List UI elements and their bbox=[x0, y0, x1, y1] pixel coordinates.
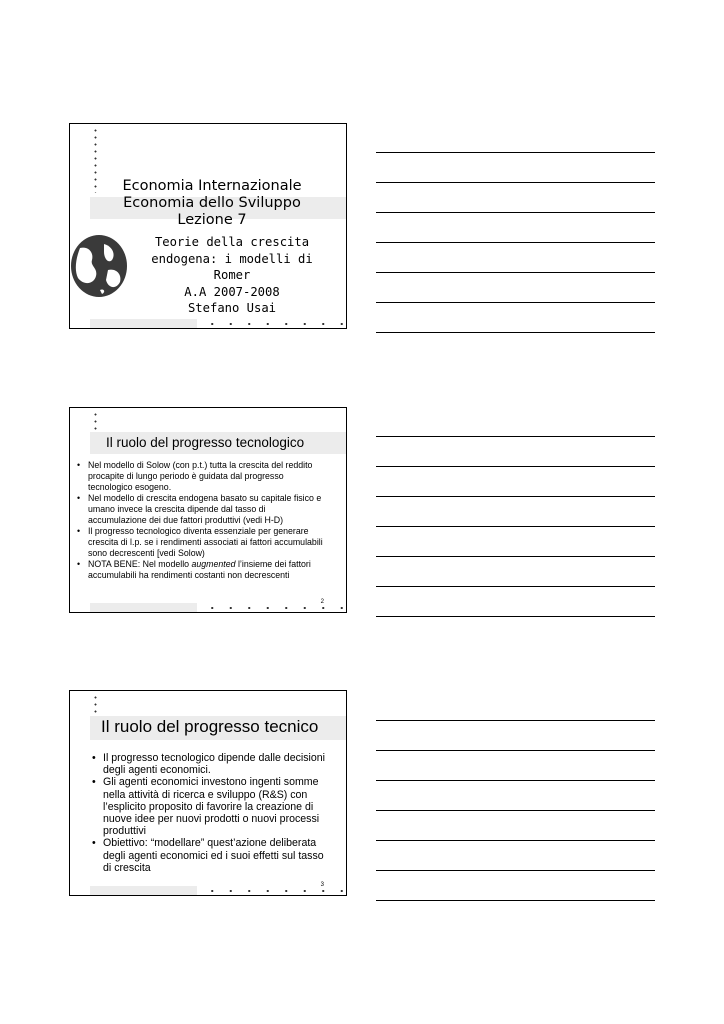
vertical-dots-decoration bbox=[94, 127, 97, 193]
note-line bbox=[376, 436, 655, 437]
note-line bbox=[376, 750, 655, 751]
list-item: • Nel modello di crescita endogena basato su capitale fisico e umano invece la crescita dipende dal tasso di accumulazione dei due fattori produttivi (vedi H-D) bbox=[75, 493, 325, 526]
list-item: • Il progresso tecnologico diventa essenziale per generare crescita di l.p. se i rendimenti associati ai fattori accumulabili sono decrescenti [vedi Solow) bbox=[75, 526, 325, 559]
note-line bbox=[376, 302, 655, 303]
note-line bbox=[376, 586, 655, 587]
note-line bbox=[376, 870, 655, 871]
subtitle-line-4: Stefano Usai bbox=[187, 301, 277, 315]
list-item: • Nel modello di Solow (con p.t.) tutta la crescita del reddito procapite di lungo periodo è guidata dal progresso tecnologico esogeno. bbox=[75, 460, 325, 493]
slide-2-bullets bbox=[75, 460, 325, 581]
list-item: • Obiettivo: “modellare” quest’azione deliberata degli agenti economici ed i suoi effetti sul tasso di crescita bbox=[90, 837, 330, 874]
note-line bbox=[376, 496, 655, 497]
horizontal-dots-decoration bbox=[203, 322, 347, 326]
globe-icon bbox=[70, 234, 128, 298]
note-line bbox=[376, 556, 655, 557]
horizontal-dots-decoration bbox=[203, 889, 347, 893]
nota-text-italic: augmented bbox=[191, 559, 236, 569]
subtitle-line-2: endogena: i modelli di Romer bbox=[151, 251, 313, 282]
slide-3-title: Il ruolo del progresso tecnico bbox=[101, 717, 319, 736]
slide-3-bullets bbox=[90, 752, 330, 874]
title-line-3: Lezione 7 bbox=[177, 212, 247, 228]
slide-2 bbox=[69, 407, 347, 613]
note-line bbox=[376, 616, 655, 617]
page-number: 2 bbox=[320, 599, 324, 605]
note-line bbox=[376, 332, 655, 333]
bottom-band bbox=[90, 886, 197, 895]
list-item: • Il progresso tecnologico dipende dalle decisioni degli agenti economici. bbox=[90, 752, 330, 776]
list-item bbox=[75, 559, 325, 581]
note-line bbox=[376, 212, 655, 213]
slide-1-subtitle bbox=[132, 234, 332, 317]
slide-3 bbox=[69, 690, 347, 896]
bottom-band bbox=[90, 319, 197, 328]
note-line bbox=[376, 526, 655, 527]
note-line bbox=[376, 840, 655, 841]
nota-text-before: NOTA BENE: Nel modello bbox=[88, 559, 192, 569]
note-line bbox=[376, 900, 655, 901]
subtitle-line-3: A.A 2007-2008 bbox=[184, 284, 280, 299]
slide-1 bbox=[69, 123, 347, 329]
note-line bbox=[376, 182, 655, 183]
note-line bbox=[376, 810, 655, 811]
note-line bbox=[376, 152, 655, 153]
page-number: 3 bbox=[320, 882, 324, 888]
note-line bbox=[376, 780, 655, 781]
note-line bbox=[376, 466, 655, 467]
vertical-dots-decoration bbox=[94, 694, 97, 716]
note-line bbox=[376, 720, 655, 721]
slide-1-title bbox=[122, 178, 302, 229]
title-line-1: Economia Internazionale bbox=[122, 178, 302, 194]
subtitle-line-1: Teorie della crescita bbox=[154, 235, 310, 249]
nota-text-after: l’insieme dei fattori accumulabili ha rendimenti costanti non decrescenti bbox=[88, 559, 311, 580]
bottom-band bbox=[90, 603, 197, 612]
horizontal-dots-decoration bbox=[203, 606, 347, 610]
title-line-2: Economia dello Sviluppo bbox=[123, 195, 301, 211]
slide-2-title: Il ruolo del progresso tecnologico bbox=[106, 435, 305, 450]
note-line bbox=[376, 272, 655, 273]
note-line bbox=[376, 242, 655, 243]
list-item: • Gli agenti economici investono ingenti somme nella attività di ricerca e sviluppo (R&S) con l’esplicito proposito di favorire la creazione di nuove idee per nuovi prodotti o nuovi processi produttivi bbox=[90, 776, 330, 837]
